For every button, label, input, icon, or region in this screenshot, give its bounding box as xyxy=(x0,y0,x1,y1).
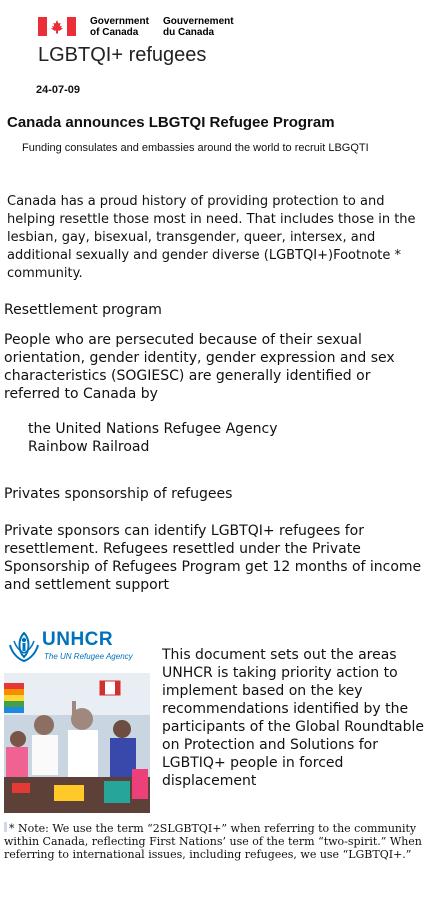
footnote-text: * Note: We use the term “2SLGBTQI+” when referring to the community within Canada, reflecting First Nations’ use of the term “two-spirit.” When referring to international issues, including refugees, we use “LGBTQI+.” xyxy=(4,822,422,861)
private-sponsorship-paragraph: Private sponsors can identify LGBTQI+ refugees for resettlement. Refugees resettled under the Private Sponsorship of Refugees Program get 12 months of income and settlement support xyxy=(4,523,422,593)
footnote-marker xyxy=(4,822,7,832)
referral-list xyxy=(28,420,278,456)
resettlement-paragraph: People who are persecuted because of their sexual orientation, gender identity, gender expression and sex characteristics (SOGIESC) are generally identified or referred to Canada by xyxy=(4,332,395,402)
unhcr-logo xyxy=(4,627,150,667)
site-header xyxy=(38,14,398,74)
unhcr-emblem-icon xyxy=(6,629,42,665)
government-of-canada-wordmark: Government of Canada xyxy=(90,16,149,38)
private-sponsorship-heading: Privates sponsorship of refugees xyxy=(4,486,233,502)
unhcr-tagline: The UN Refugee Agency xyxy=(44,652,133,661)
pride-parade-photo xyxy=(4,673,150,813)
footnote xyxy=(4,822,424,861)
gouvernement-du-canada-wordmark: Gouvernement du Canada xyxy=(163,16,234,38)
page-headline: Canada announces LBGTQI Refugee Program xyxy=(7,114,335,131)
canada-flag-icon xyxy=(38,17,76,36)
unhcr-document-thumbnail[interactable] xyxy=(4,627,150,813)
page-subheading: Funding consulates and embassies around the world to recruit LBGQTI xyxy=(22,142,369,154)
intro-paragraph: Canada has a proud history of providing protection to and helping resettle those most in need. That includes those in the lesbian, gay, bisexual, transgender, queer, intersex, and additional sexually and gender diverse (LGBTQI+)Footnote * community. xyxy=(7,194,416,281)
site-title[interactable]: LGBTQI+ refugees xyxy=(38,44,207,66)
list-item[interactable]: the United Nations Refugee Agency xyxy=(28,421,278,437)
publish-date: 24-07-09 xyxy=(36,84,81,96)
list-item[interactable]: Rainbow Railroad xyxy=(28,439,150,455)
unhcr-wordmark: UNHCR xyxy=(42,629,114,650)
resettlement-heading: Resettlement program xyxy=(4,302,162,318)
unhcr-document-description: This document sets out the areas UNHCR is taking priority action to implement based on the key recommendations identified by the participants of the Global Roundtable on Protection and Solutions for LGBTIQ+ people in forced displacement xyxy=(162,647,424,789)
